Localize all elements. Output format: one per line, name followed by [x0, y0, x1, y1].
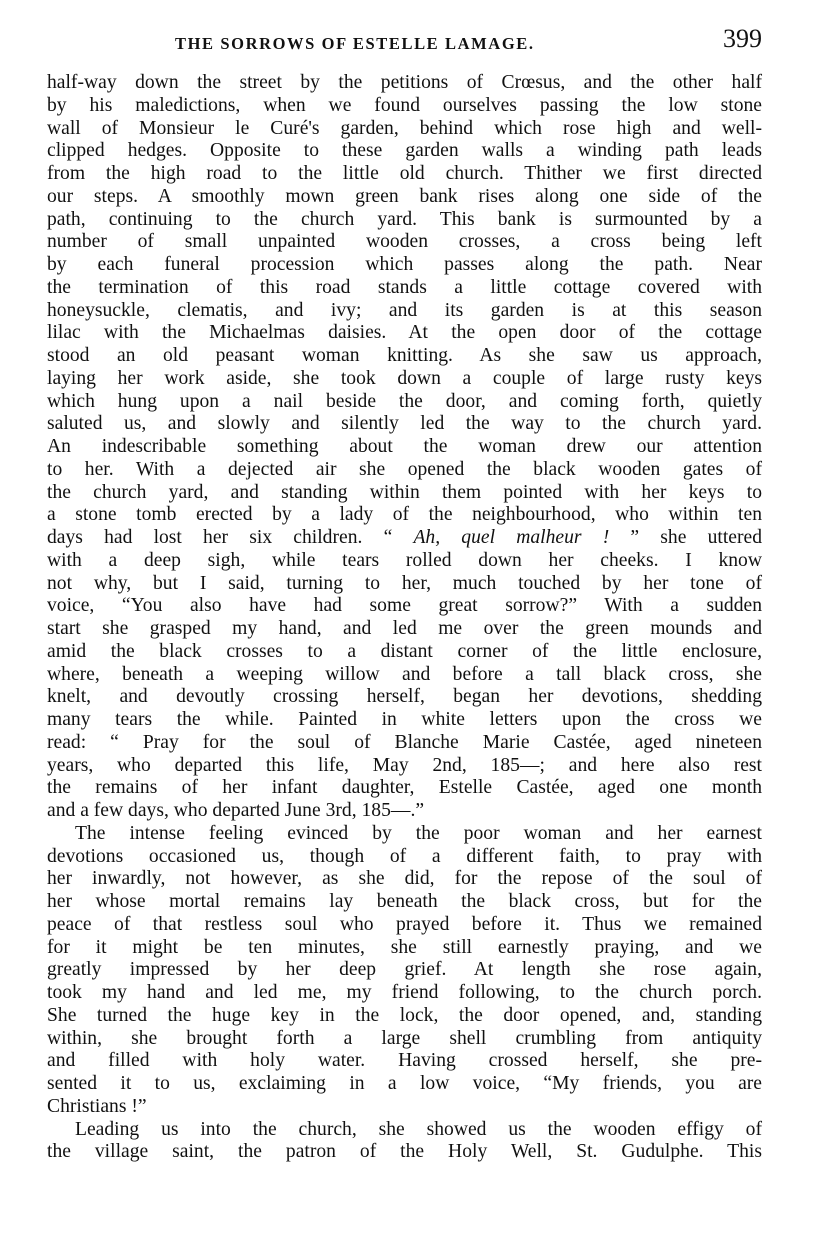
text-line: sented it to us, exclaiming in a low voice, “My friends, you are [47, 1073, 762, 1094]
text-line: wall of Monsieur le Curé's garden, behind which rose high and well- [47, 117, 762, 139]
running-head [47, 22, 762, 56]
text-line: her inwardly, not however, as she did, for the repose of the soul of [47, 868, 762, 890]
text-line: the termination of this road stands a little cottage covered with [47, 276, 762, 298]
text-line: to her. With a dejected air she opened the black wooden gates of [47, 458, 762, 480]
text-line: the church yard, and standing within them pointed with her keys to [47, 481, 762, 503]
text-line: greatly impressed by her deep grief. At length she rose again, [47, 959, 762, 981]
text-segment: days had lost her six children. “ [47, 527, 414, 548]
text-line: years, who departed this life, May 2nd, 185—; and here also rest [47, 754, 762, 776]
text-line: took my hand and led me, my friend following, to the church porch. [47, 982, 762, 1003]
text-line: laying her work aside, she took down a couple of large rusty keys [47, 367, 762, 389]
text-line: devotions occasioned us, though of a different faith, to pray with [47, 845, 762, 867]
paragraph-start-line: The intense feeling evinced by the poor woman and her earnest [75, 822, 762, 844]
text-line: An indescribable something about the woman drew our attention [47, 436, 762, 457]
text-line: knelt, and devoutly crossing herself, began her devotions, shedding [47, 686, 762, 708]
running-title: THE SORROWS OF ESTELLE LAMAGE. [175, 34, 535, 53]
paragraph-end-line: Christians !” [47, 1095, 147, 1117]
text-line: a stone tomb erected by a lady of the neighbourhood, who within ten [47, 504, 762, 526]
text-line: with a deep sigh, while tears rolled down her cheeks. I know [47, 549, 762, 571]
text-line: honeysuckle, clematis, and ivy; and its garden is at this season [47, 299, 762, 321]
text-line: half-way down the street by the petitions of Crœsus, and the other half [47, 72, 762, 93]
text-line: She turned the huge key in the lock, the door opened, and, standing [47, 1004, 762, 1026]
text-line: number of small unpainted wooden crosses, a cross being left [47, 231, 762, 253]
text-line: for it might be ten minutes, she still earnestly praying, and we [47, 936, 762, 958]
text-line: read: “ Pray for the soul of Blanche Marie Castée, aged nineteen [47, 731, 762, 753]
text-line: start she grasped my hand, and led me over the green mounds and [47, 618, 762, 639]
text-line: path, continuing to the church yard. This bank is surmounted by a [47, 208, 762, 230]
text-line: where, beneath a weeping willow and before a tall black cross, she [47, 663, 762, 685]
text-line: and filled with holy water. Having crossed herself, she pre- [47, 1050, 762, 1072]
text-line-with-italic [47, 527, 762, 550]
paragraph-end-line: and a few days, who departed June 3rd, 185—.” [47, 800, 425, 821]
text-line: peace of that restless soul who prayed before it. Thus we remained [47, 913, 762, 935]
text-line: the remains of her infant daughter, Estelle Castée, aged one month [47, 777, 762, 799]
text-segment: ” she uttered [609, 527, 762, 548]
text-line: many tears the while. Painted in white letters upon the cross we [47, 709, 762, 730]
text-line: not why, but I said, turning to her, much touched by her tone of [47, 572, 762, 594]
paragraph-start-line: Leading us into the church, she showed us the wooden effigy of [75, 1118, 762, 1140]
text-line: her whose mortal remains lay beneath the black cross, but for the [47, 891, 762, 912]
text-line: lilac with the Michaelmas daisies. At the open door of the cottage [47, 322, 762, 344]
italic-phrase: Ah, quel malheur ! [413, 527, 610, 548]
text-line: clipped hedges. Opposite to these garden walls a winding path leads [47, 140, 762, 162]
text-line: voice, “You also have had some great sorrow?” With a sudden [47, 595, 762, 617]
text-line: by his maledictions, when we found ourselves passing the low stone [47, 94, 762, 116]
text-line: by each funeral procession which passes along the path. Near [47, 254, 762, 275]
text-line: stood an old peasant woman knitting. As she saw us approach, [47, 345, 762, 366]
text-line: our steps. A smoothly mown green bank rises along one side of the [47, 185, 762, 207]
body-text [47, 72, 762, 1164]
text-line: amid the black crosses to a distant corner of the little enclosure, [47, 640, 762, 662]
text-line: which hung upon a nail beside the door, and coming forth, quietly [47, 390, 762, 412]
text-line: saluted us, and slowly and silently led the way to the church yard. [47, 413, 762, 435]
text-line: within, she brought forth a large shell crumbling from antiquity [47, 1027, 762, 1049]
text-line: from the high road to the little old church. Thither we first directed [47, 163, 762, 184]
page-number: 399 [723, 24, 762, 53]
text-line: the village saint, the patron of the Holy Well, St. Gudulphe. This [47, 1141, 762, 1163]
